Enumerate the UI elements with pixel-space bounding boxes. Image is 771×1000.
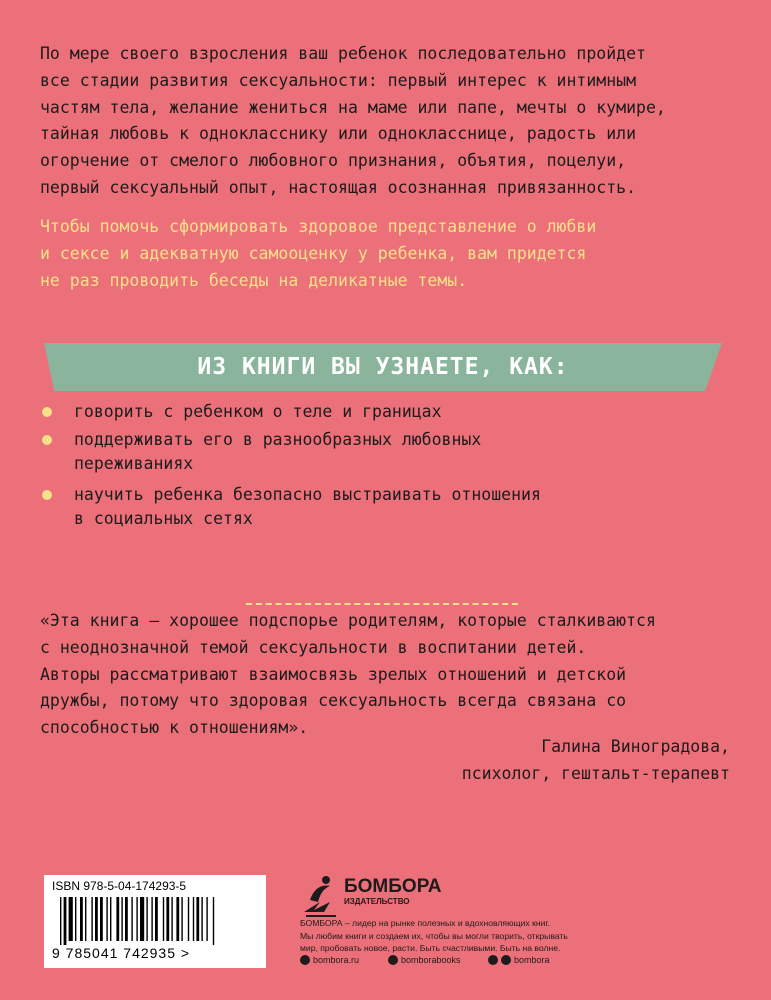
isbn-label: ISBN 978-5-04-174293-5 xyxy=(52,879,187,893)
highlight-paragraph xyxy=(40,214,730,294)
publisher-line: мир, пробовать новое, расти. Быть счастливыми. Быть на волне. xyxy=(300,943,561,953)
quote-line: Авторы рассматривают взаимосвязь зрелых отношений и детской xyxy=(40,664,627,684)
social-vk[interactable] xyxy=(388,955,461,965)
social-label: bombora xyxy=(514,955,550,965)
barcode-bar xyxy=(188,897,189,941)
quote-line: «Эта книга — хорошее подспорье родителям, которые сталкиваются xyxy=(40,611,656,630)
publisher-socials xyxy=(300,955,620,969)
barcode-bar xyxy=(116,897,119,941)
barcode-bar xyxy=(91,897,92,941)
vk-icon xyxy=(388,955,398,965)
social-label: bombora.ru xyxy=(313,955,360,965)
quote-line: способностью к отношениям». xyxy=(40,718,309,738)
barcode-bar xyxy=(163,897,164,941)
bullet-text: поддерживать его в разнообразных любовных xyxy=(74,430,482,449)
barcode-bar xyxy=(131,897,132,941)
highlight-line: и сексе и адекватную самооценку у ребенка, вам придется xyxy=(40,243,587,263)
publisher-line: Мы любим книги и создаем их, чтобы вы могли творить, открывать xyxy=(300,930,568,941)
bullet-dot-icon xyxy=(42,490,52,500)
social-label: bomborabooks xyxy=(401,955,461,965)
telegram-icon xyxy=(488,955,498,965)
review-quote xyxy=(40,608,730,742)
bullet-text: научить ребенка безопасно выстраивать отношения xyxy=(74,485,541,504)
barcode-bar xyxy=(69,897,73,941)
barcode-bar xyxy=(171,897,172,941)
barcode-bar xyxy=(201,897,202,941)
quote-line: дружбы, потому что здоровая сексуальность всегда связана со xyxy=(40,691,627,711)
barcode-bar xyxy=(140,897,144,941)
barcode-bar xyxy=(193,897,194,941)
barcode-bar xyxy=(110,897,111,941)
bullet-text: переживаниях xyxy=(74,454,194,473)
banner-title: ИЗ КНИГИ ВЫ УЗНАЕТЕ, КАК: xyxy=(197,354,569,380)
barcode-bar xyxy=(100,897,103,941)
barcode-bar xyxy=(121,897,122,941)
barcode-bar xyxy=(85,897,86,941)
highlight-line: Чтобы помочь сформировать здоровое представление о любви xyxy=(40,217,597,236)
barcode-bar xyxy=(95,897,98,941)
intro-line: огорчение от смелого любовного признания, объятия, поцелуи, xyxy=(40,151,627,171)
barcode-bar xyxy=(146,897,147,941)
barcode-bar xyxy=(106,897,107,941)
publisher-line: БОМБОРА – лидер на рынке полезных и вдохновляющих книг. xyxy=(300,918,550,928)
bullet-text: говорить с ребенком о теле и границах xyxy=(74,402,442,421)
bombora-logo-icon xyxy=(300,872,342,918)
bullet-dot-icon xyxy=(42,407,52,417)
barcode-bar xyxy=(151,897,152,941)
intro-line: По мере своего взросления ваш ребенок последовательно пройдет xyxy=(40,44,646,63)
barcode-bar xyxy=(60,897,61,945)
globe-icon xyxy=(300,955,310,965)
barcode-bar xyxy=(125,897,128,941)
barcode-bar xyxy=(136,897,137,941)
intro-line: первый сексуальный опыт, настоящая осознанная привязанность. xyxy=(40,177,637,197)
dashed-divider xyxy=(246,603,518,605)
intro-line: все стадии развития сексуальности: первый интерес к интимным xyxy=(40,70,637,90)
barcode-bars xyxy=(60,897,250,945)
barcode-number: 9 785041 742935 > xyxy=(52,945,191,961)
highlight-line: не раз проводить беседы на деликатные темы. xyxy=(40,270,468,290)
author-role: психолог, гештальт-терапевт xyxy=(461,764,730,783)
barcode-bar xyxy=(155,897,158,941)
barcode-bar xyxy=(80,897,83,941)
barcode-bar xyxy=(213,897,214,945)
publisher-name: БОМБОРА xyxy=(344,876,442,897)
youtube-icon xyxy=(501,955,511,965)
barcode-bar xyxy=(166,897,169,941)
social-telegram[interactable] xyxy=(488,955,550,965)
barcode-bar xyxy=(196,897,199,941)
publisher-subtitle: ИЗДАТЕЛЬСТВО xyxy=(344,897,410,906)
barcode-bar xyxy=(181,897,182,941)
intro-line: тайная любовь к однокласснику или однокласснице, радость или xyxy=(40,124,637,144)
social-website[interactable] xyxy=(300,955,359,965)
barcode-bar xyxy=(206,897,207,941)
author-name: Галина Виноградова, xyxy=(541,737,730,756)
barcode-bar xyxy=(176,897,179,941)
barcode-bar xyxy=(75,897,76,941)
bullet-text: в социальных сетях xyxy=(74,509,253,528)
intro-line: частям тела, желание жениться на маме или папе, мечты о кумире, xyxy=(40,97,666,117)
barcode-bar xyxy=(64,897,67,945)
bullet-dot-icon xyxy=(42,435,52,445)
publisher-description xyxy=(300,917,620,955)
intro-paragraph xyxy=(40,41,730,202)
quote-line: с неоднозначной темой сексуальности в воспитании детей. xyxy=(40,637,587,657)
quote-author xyxy=(300,733,730,787)
